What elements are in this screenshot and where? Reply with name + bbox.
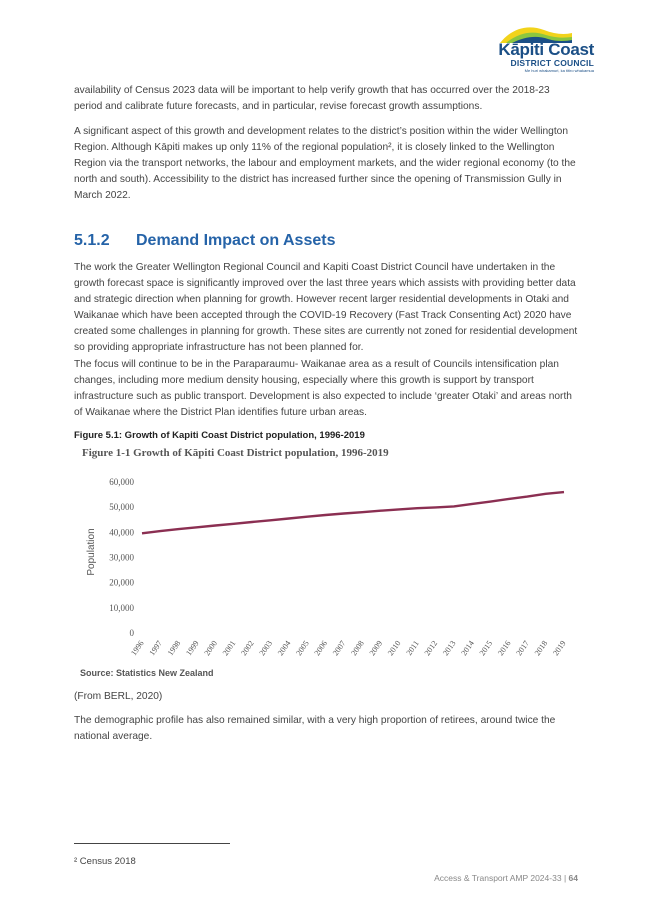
x-tick-label: 2009 xyxy=(367,638,385,658)
paragraph-growth-work: The work the Greater Wellington Regional Council and Kapiti Coast District Council have undertaken in the growth forecast space is significantly improved over the last three years which assists with providing better data and strategic direction when planning for growth. However recent larger residential developments in Otaki and Waikanae which have been accepted through the COVID-19 Recovery (Fast Track Consenting Act) 2020 have created some challenges in planning for growth. These sites are currently not zoned for residential development so providing appropriate infrastructure has not been planned for. xyxy=(74,262,578,353)
x-tick-label: 2017 xyxy=(514,638,531,658)
x-tick-label: 1999 xyxy=(184,638,201,658)
paragraph-census: availability of Census 2023 data will be important to help verify growth that has occurred over the 2018-23 period and calibrate future forecasts, and in particular, revise forecast growth assumptions. xyxy=(74,85,550,112)
population-line-chart xyxy=(74,462,574,662)
y-axis-label: Population xyxy=(86,528,97,576)
figure-inner-title: Figure 1-1 Growth of Kāpiti Coast District population, 1996-2019 xyxy=(82,447,389,459)
x-tick-label: 2018 xyxy=(532,638,550,658)
x-tick-label: 2013 xyxy=(441,638,458,658)
y-tick-label: 0 xyxy=(129,628,134,638)
x-tick-label: 2016 xyxy=(496,638,513,658)
y-tick-label: 30,000 xyxy=(109,552,134,563)
x-tick-label: 2014 xyxy=(459,638,476,658)
x-tick-label: 2006 xyxy=(312,638,330,658)
paragraph-demographic: The demographic profile has also remained similar, with a very high proportion of retirees, around twice the national average. xyxy=(74,715,556,742)
x-tick-label: 2004 xyxy=(275,638,293,658)
x-tick-label: 2005 xyxy=(294,638,311,658)
x-tick-label: 1996 xyxy=(129,638,146,658)
y-tick-label: 20,000 xyxy=(109,577,134,588)
section-heading xyxy=(74,232,335,250)
x-tick-label: 2015 xyxy=(477,638,495,658)
y-tick-label: 10,000 xyxy=(109,602,134,613)
y-tick-label: 50,000 xyxy=(109,502,134,513)
footnote: ² Census 2018 xyxy=(74,856,136,867)
logo-tagline: Me huri whakamuri, ka titiro whakamua xyxy=(524,68,594,73)
x-tick-label: 2003 xyxy=(257,638,275,658)
x-tick-label: 2000 xyxy=(202,638,220,658)
x-tick-label: 2019 xyxy=(551,638,568,658)
footnote-divider xyxy=(74,843,230,844)
footer-document-name: Access & Transport AMP 2024-33 xyxy=(434,873,562,883)
x-tick-label: 2001 xyxy=(220,638,238,658)
x-tick-label: 2010 xyxy=(385,638,403,658)
section-number: 5.1.2 xyxy=(74,232,110,249)
y-tick-label: 40,000 xyxy=(109,527,134,538)
x-tick-label: 2012 xyxy=(422,638,440,658)
figure-caption: Figure 5.1: Growth of Kapiti Coast District population, 1996-2019 xyxy=(74,430,365,441)
footer-separator: | xyxy=(563,873,567,883)
y-tick-label: 60,000 xyxy=(109,477,134,487)
x-tick-label: 1997 xyxy=(147,638,164,658)
x-tick-label: 2007 xyxy=(330,638,348,658)
council-logo xyxy=(476,24,596,76)
population-series-line xyxy=(142,492,564,533)
page-number: 64 xyxy=(568,873,578,883)
page-footer xyxy=(434,873,578,883)
figure-source: Source: Statistics New Zealand xyxy=(80,668,214,678)
logo-name: Kāpiti Coast xyxy=(498,40,594,59)
section-title: Demand Impact on Assets xyxy=(136,232,336,249)
figure-attribution: (From BERL, 2020) xyxy=(74,691,163,702)
x-tick-label: 2002 xyxy=(239,638,256,658)
paragraph-focus: The focus will continue to be in the Paraparaumu- Waikanae area as a result of Councils intensification plan changes, including more medium density housing, especially where this growth is support by transport infrastructure such as public transport. Development is also expected to include ‘greater Otaki’ and areas north of Waikanae where the District Plan identifies future urban areas. xyxy=(74,359,572,418)
x-tick-label: 1998 xyxy=(165,638,183,658)
x-tick-label: 2011 xyxy=(404,638,421,658)
logo-subtitle: DISTRICT COUNCIL xyxy=(510,58,594,68)
paragraph-region: A significant aspect of this growth and development relates to the district’s position within the wider Wellington Region. Although Kāpiti makes up only 11% of the regional population², it is closely linked to the Wellington Region via the transport networks, the labour and employment markets, and the wider regional economy (to the north and south). Accessibility to the district has increased further since the opening of Transmission Gully in March 2022. xyxy=(74,126,576,201)
x-tick-label: 2008 xyxy=(349,638,366,658)
